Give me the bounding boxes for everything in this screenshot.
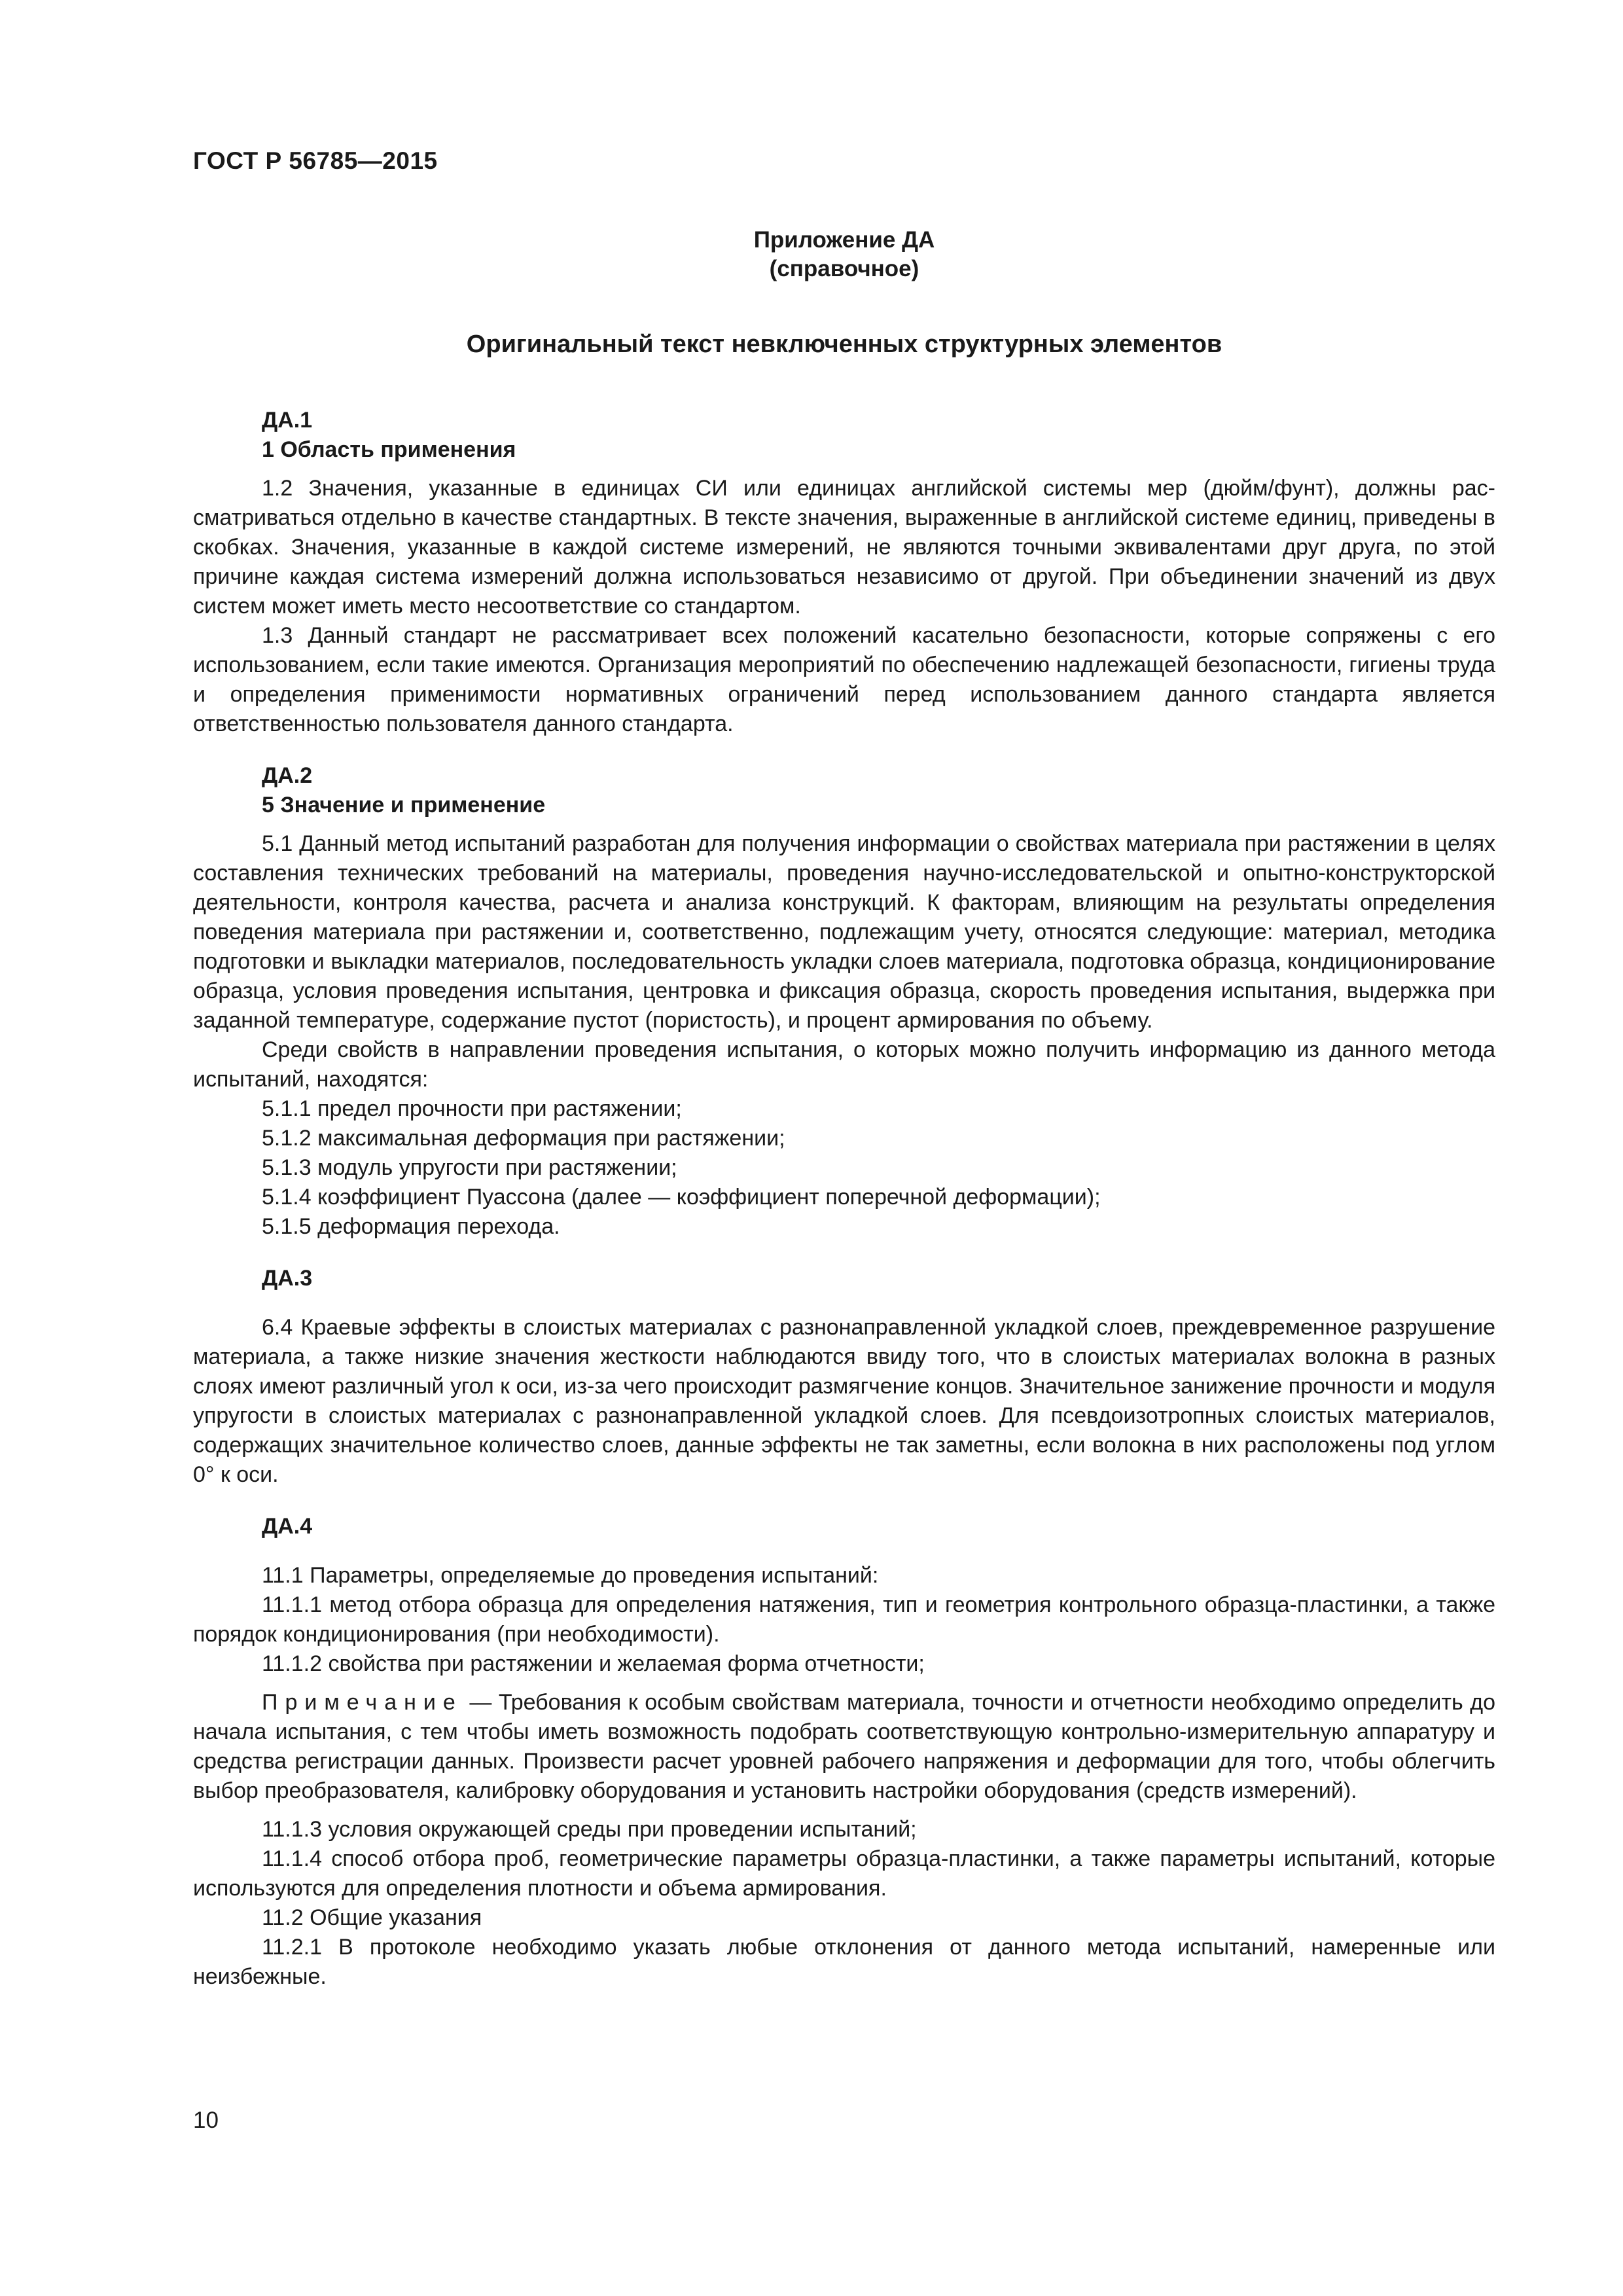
paragraph-11-1-3: 11.1.3 условия окружающей среды при проведении испытаний; [262,1817,917,1842]
list-item: 5.1.2 максимальная деформация при растяжении; [262,1126,785,1151]
paragraph-11-2-1: 11.2.1 В протоколе необходимо указать любые отклонения от данного метода испытаний, намеренные или неизбежные. [193,1935,1495,1989]
note-text: — Требования к особым свойствам материала, точности и отчетности необходимо определить до начала испытания, с тем чтобы иметь возможность подобрать соответствующую контрольно-измерительную аппаратуру и средства регистрации данных. Произвести расчет уровней рабочего напряжения и деформации для того, чтобы облегчить выбор преобразователя, калибровку оборудования и установить настройки оборудования (средств измерений). [193,1690,1495,1803]
appendix-type: (справочное) [769,256,919,281]
paragraph-11-2: 11.2 Общие указания [262,1905,482,1930]
paragraph-11-1-1: 11.1.1 метод отбора образца для определения натяжения, тип и геометрия контрольного образца-пластинки, а также порядок кондиционирования (при необходимости). [193,1592,1495,1647]
paragraph-5-1: 5.1 Данный метод испытаний разработан для получения информации о свойствах материала при растяжении в целях составления технических требований на материалы, проведения научно-исследовательской и опытно-конструкторской деятельности, контроля качества, расчета и анализа конструкций. К факторам, влияющим на результаты определения поведения материала при растяжении и, соответственно, подлежащим учету, относятся следующие: материал, методика подготовки и выкладки материалов, последовательность укладки слоев материала, подготовка образца, кондиционирование образца, условия проведения испытания, центровка и фиксация образца, скорость проведения испытания, выдержка при заданной температуре, содержание пустот (пористость), и процент армирования по объему. [193,831,1495,1033]
appendix-label: Приложение ДА [753,227,935,253]
section-id-da3: ДА.3 [262,1266,313,1291]
list-item: 5.1.3 модуль упругости при растяжении; [262,1155,677,1180]
section-id-da4: ДА.4 [262,1514,313,1539]
paragraph-11-1-4: 11.1.4 способ отбора проб, геометрические параметры образца-пластинки, а также параметры испытаний, которые используются для определения плотности и объема армирования. [193,1846,1495,1901]
list-item: 5.1.5 деформация перехода. [262,1214,560,1239]
paragraph-11-1: 11.1 Параметры, определяемые до проведения испытаний: [262,1563,879,1588]
list-item: 5.1.4 коэффициент Пуассона (далее — коэффициент поперечной деформации); [262,1185,1101,1210]
paragraph-11-1-2: 11.1.2 свойства при растяжении и желаемая форма отчетности; [262,1651,925,1676]
page-number: 10 [193,2108,219,2133]
note-label: Примечание [262,1690,463,1715]
paragraph-1-2: 1.2 Значения, указанные в единицах СИ или единицах английской системы мер (дюйм/фунт), должны рассматриваться отдельно в качестве стандартных. В тексте значения, выраженные в английской системе единиц, приведены в скобках. Значения, указанные в каждой системе измерений, не являются точными эквивалентами друг друга, по этой причине каждая система измерений должна использоваться независимо от другой. При объединении значений из двух систем может иметь место несоответствие со стандартом. [193,476,1495,619]
section-id-da2: ДА.2 [262,763,313,788]
appendix-title: Оригинальный текст невключенных структурных элементов [466,331,1222,358]
paragraph-6-4: 6.4 Краевые эффекты в слоистых материалах с разнонаправленной укладкой слоев, преждевременное разрушение материала, а также низкие значения жесткости наблюдаются ввиду того, что в слоистых материалах волокна в разных слоях имеют различный угол к оси, из-за чего происходит размягчение концов. Значительное занижение прочности и модуля упругости в слоистых материалах с разнонаправленной укладкой слоев. Для псевдоизотропных слоистых материалов, содержащих значительное количество слоев, данные эффекты не так заметны, если волокна в них расположены под углом 0° к оси. [193,1315,1495,1487]
document-body [193,406,1495,1992]
paragraph-1-3: 1.3 Данный стандарт не рассматривает всех положений касательно безопасности, которые сопряжены с его использованием, если такие имеются. Организация мероприятий по обеспечению надлежащей безопасности, гигиены труда и определения применимости нормативных ограничений перед использованием данного стандарта является ответственностью пользователя данного стандарта. [193,623,1495,736]
document-code: ГОСТ Р 56785—2015 [193,147,438,174]
section-heading-da1: 1 Область применения [262,437,516,462]
paragraph-properties-intro: Среди свойств в направлении проведения испытания, о которых можно получить информацию из данного метода испытаний, находятся: [193,1037,1495,1092]
document-page [193,0,1495,2296]
section-id-da1: ДА.1 [262,408,313,433]
note-paragraph [193,1688,1495,1806]
list-item: 5.1.1 предел прочности при растяжении; [262,1096,682,1121]
section-heading-da2: 5 Значение и применение [262,793,546,817]
appendix-label-block [193,226,1495,283]
